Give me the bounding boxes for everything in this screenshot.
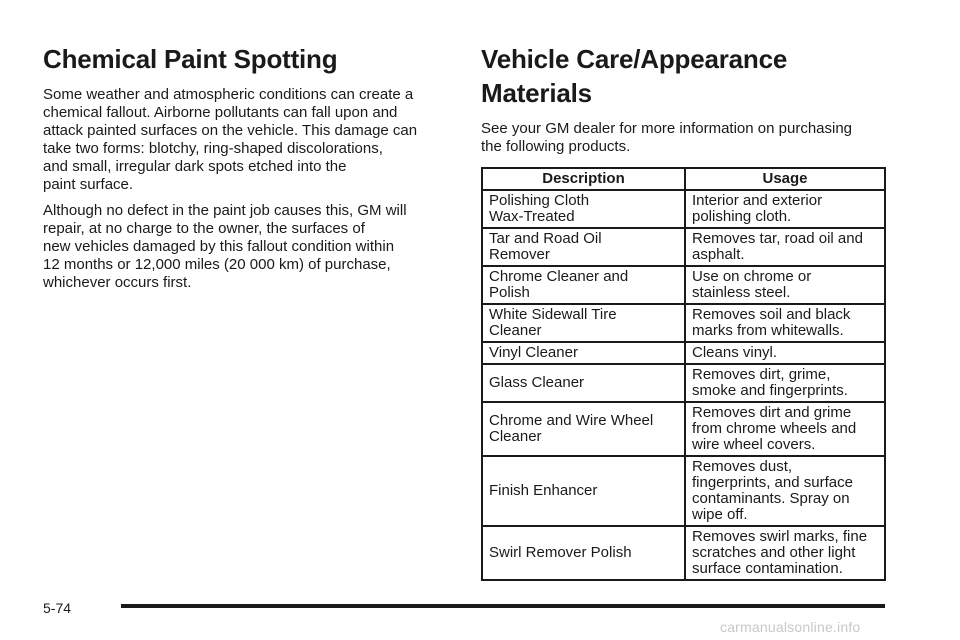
paragraph-gm-repair: Although no defect in the paint job causes this, GM will repair, at no charge to the owner, the surfaces of new vehicles damaged by this fallout condition within 12 months or 12,000 miles (20 000 km) of purchase, whichever occurs first.	[43, 202, 407, 291]
table-row	[482, 190, 885, 228]
table-row	[482, 456, 885, 526]
cell-usage: Removes tar, road oil and asphalt.	[685, 228, 885, 266]
cell-usage: Cleans vinyl.	[685, 342, 885, 364]
table-row	[482, 364, 885, 402]
table-header-row	[482, 168, 885, 190]
cell-description: Chrome Cleaner and Polish	[482, 266, 685, 304]
section-title-vehicle-care: Vehicle Care/Appearance Materials	[481, 44, 788, 108]
page-number: 5-74	[43, 600, 72, 616]
table-row	[482, 526, 885, 580]
watermark-text: carmanualsonline.info	[720, 619, 861, 635]
cell-usage: Interior and exterior polishing cloth.	[685, 190, 885, 228]
cell-usage: Use on chrome or stainless steel.	[685, 266, 885, 304]
left-column	[43, 42, 453, 300]
cell-usage: Removes swirl marks, fine scratches and other light surface contamination.	[685, 526, 885, 580]
cell-description: Glass Cleaner	[482, 364, 685, 402]
table-row	[482, 266, 885, 304]
cell-description: Chrome and Wire Wheel Cleaner	[482, 402, 685, 456]
cell-usage: Removes dirt, grime, smoke and fingerprints.	[685, 364, 885, 402]
cell-description: Finish Enhancer	[482, 456, 685, 526]
paragraph-chemical-fallout: Some weather and atmospheric conditions can create a chemical fallout. Airborne pollutants can fall upon and attack painted surfaces on the vehicle. This damage can take two forms: blotchy, ring-shaped discolorations, and small, irregular dark spots etched into the paint surface.	[43, 86, 418, 193]
products-table	[481, 167, 886, 581]
table-row	[482, 304, 885, 342]
table-row	[482, 228, 885, 266]
header-usage: Usage	[685, 168, 885, 190]
cell-usage: Removes soil and black marks from whitewalls.	[685, 304, 885, 342]
header-description: Description	[482, 168, 685, 190]
cell-usage: Removes dirt and grime from chrome wheels and wire wheel covers.	[685, 402, 885, 456]
cell-description: White Sidewall Tire Cleaner	[482, 304, 685, 342]
section-title-chemical-paint-spotting: Chemical Paint Spotting	[43, 44, 338, 74]
cell-description: Polishing Cloth Wax-Treated	[482, 190, 685, 228]
paragraph-dealer-info: See your GM dealer for more information on purchasing the following products.	[481, 120, 853, 155]
cell-usage: Removes dust, fingerprints, and surface contaminants. Spray on wipe off.	[685, 456, 885, 526]
footer-divider	[121, 604, 885, 608]
table-row	[482, 342, 885, 364]
right-column	[481, 42, 886, 581]
table-row	[482, 402, 885, 456]
cell-description: Tar and Road Oil Remover	[482, 228, 685, 266]
cell-description: Vinyl Cleaner	[482, 342, 685, 364]
cell-description: Swirl Remover Polish	[482, 526, 685, 580]
